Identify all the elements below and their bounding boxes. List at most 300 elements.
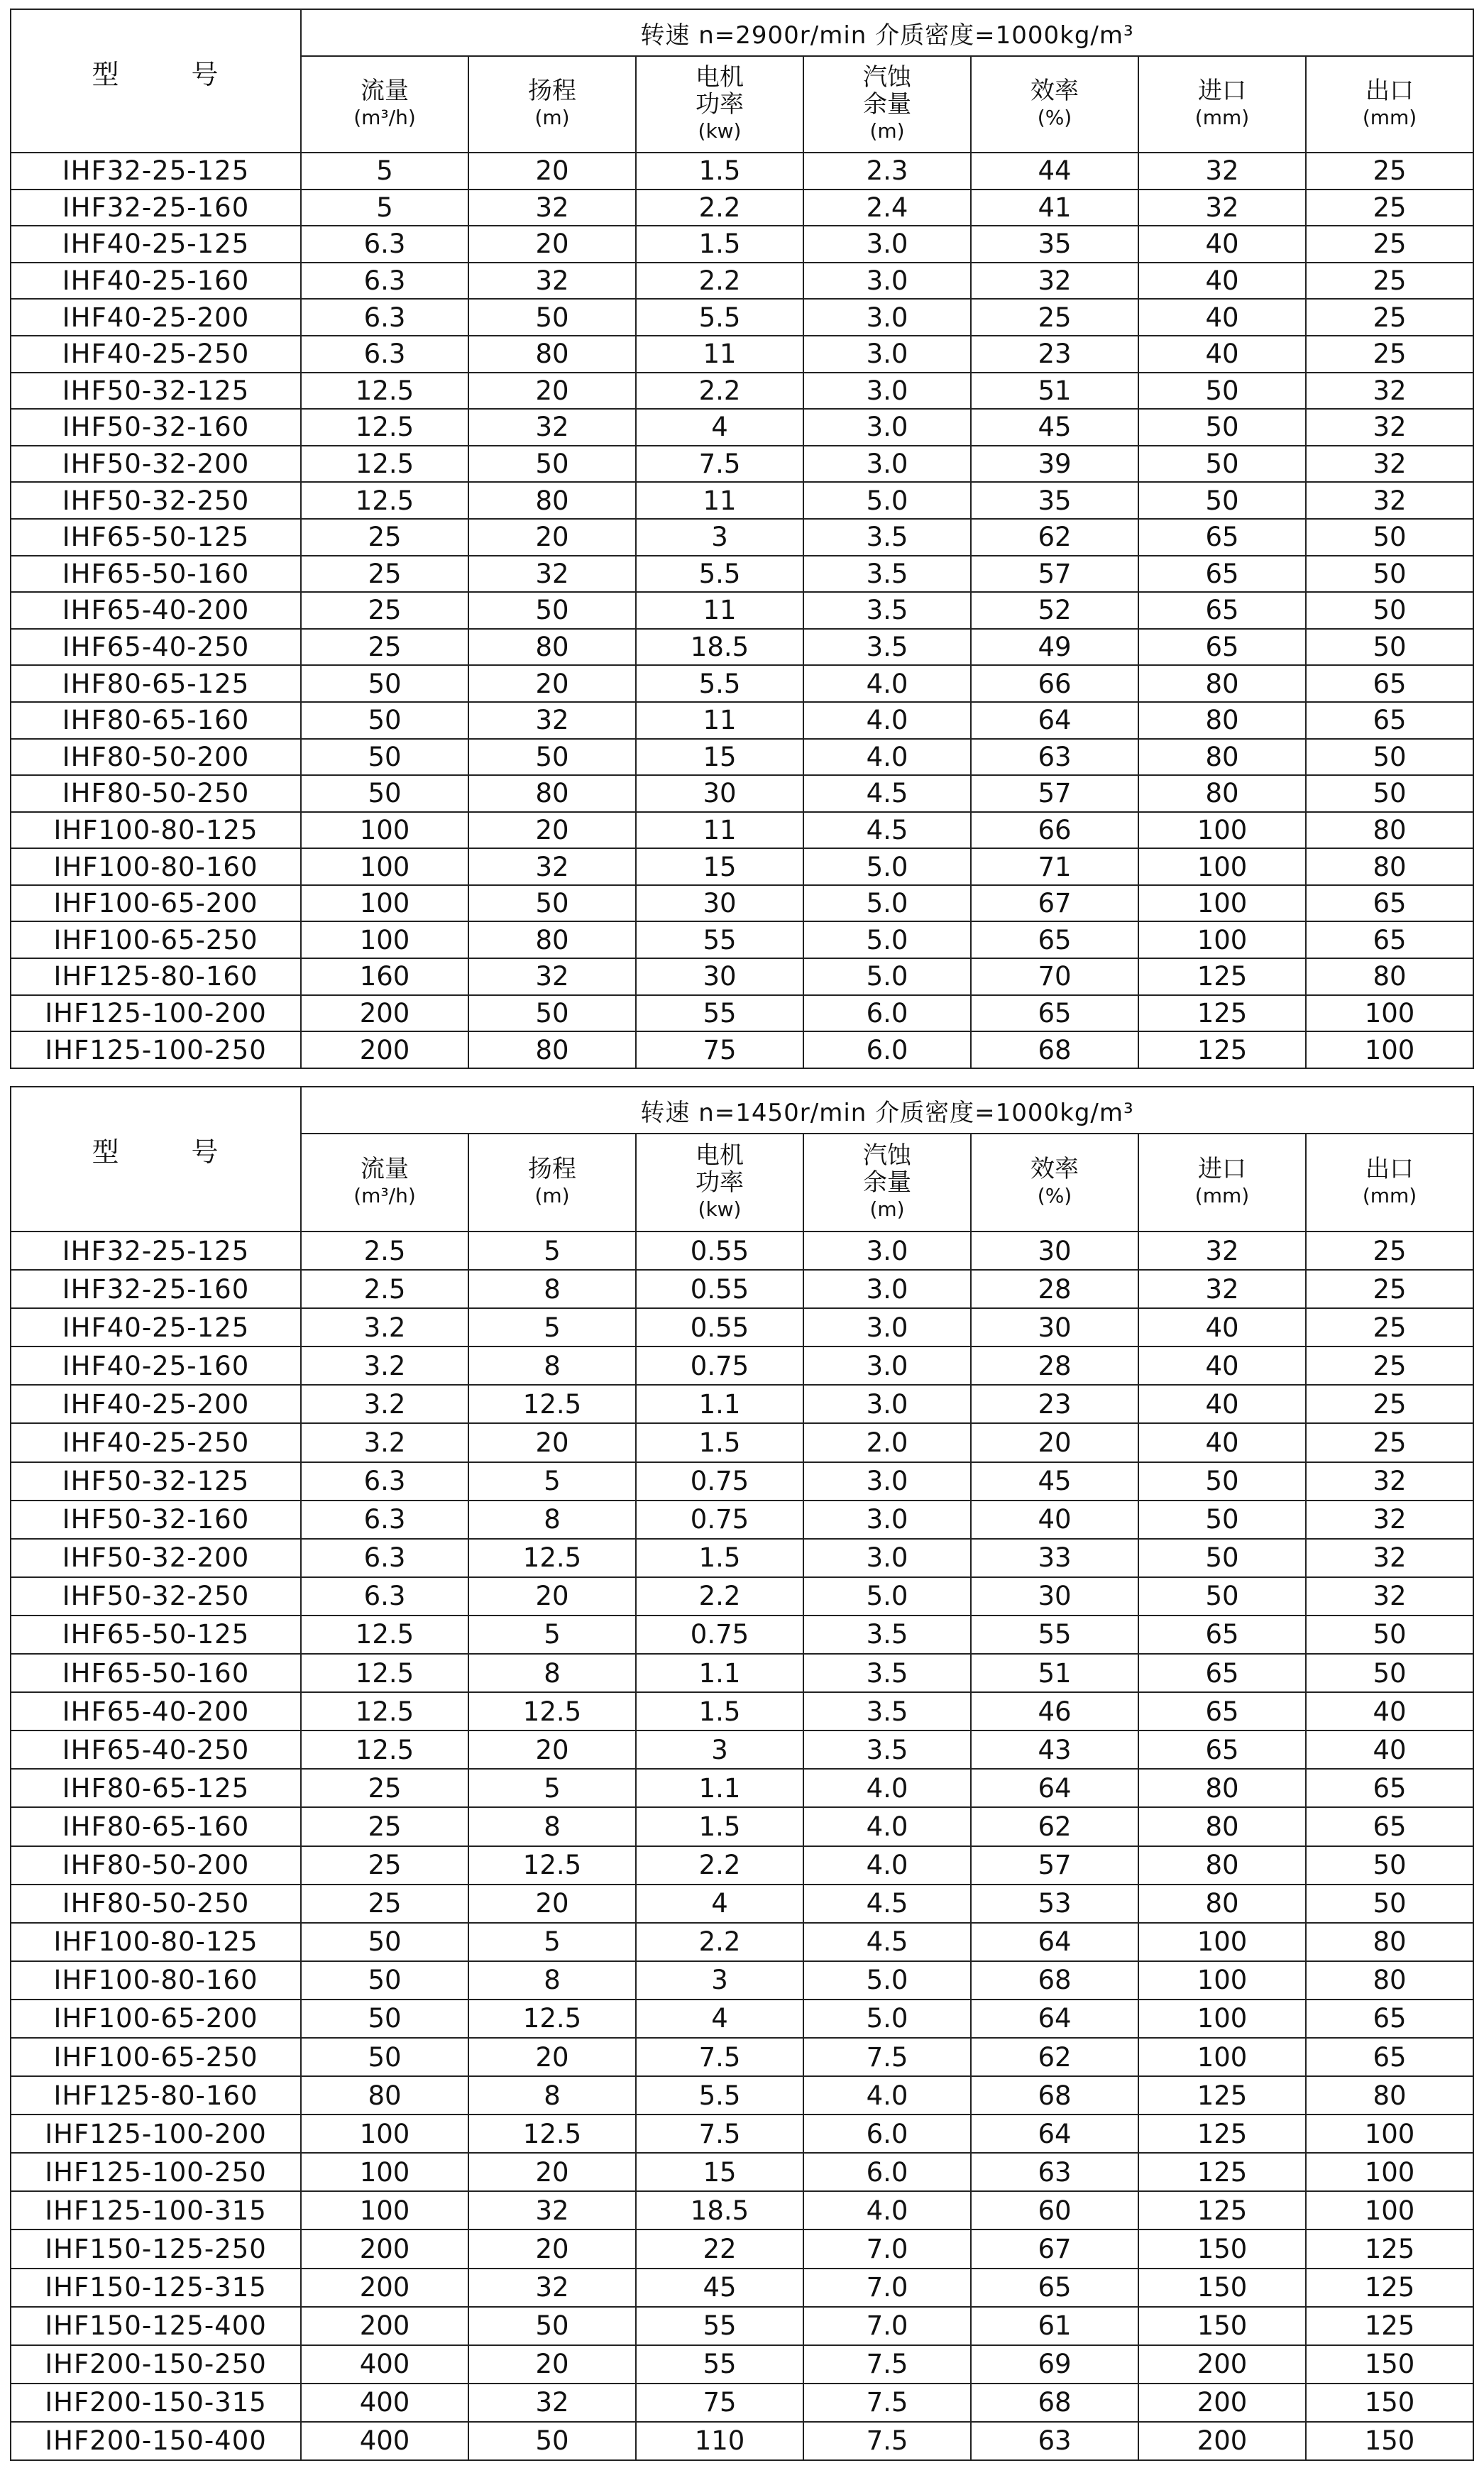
- value-cell-flow: 6.3: [301, 1539, 468, 1577]
- value-cell-flow: 25: [301, 556, 468, 593]
- value-cell-outlet: 125: [1306, 2307, 1473, 2345]
- value-cell-efficiency: 57: [971, 556, 1138, 593]
- value-cell-npsh: 7.0: [803, 2230, 971, 2268]
- value-cell-inlet: 65: [1138, 1731, 1306, 1769]
- value-cell-inlet: 100: [1138, 2038, 1306, 2076]
- param-header-inlet: [1138, 56, 1306, 153]
- value-cell-inlet: 32: [1138, 153, 1306, 190]
- value-cell-head: 20: [468, 812, 636, 849]
- value-cell-npsh: 3.5: [803, 592, 971, 629]
- table-row: [11, 373, 1473, 410]
- value-cell-motor-power: 2.2: [636, 1846, 803, 1885]
- param-header-motor-power: [636, 56, 803, 153]
- value-cell-head: 32: [468, 702, 636, 739]
- param-unit: (%): [1037, 106, 1072, 129]
- value-cell-npsh: 4.5: [803, 812, 971, 849]
- table-row: [11, 2230, 1473, 2268]
- value-cell-outlet: 100: [1306, 995, 1473, 1032]
- param-name: 流量: [361, 1155, 409, 1183]
- value-cell-motor-power: 75: [636, 2384, 803, 2422]
- value-cell-motor-power: 55: [636, 995, 803, 1032]
- value-cell-npsh: 7.5: [803, 2345, 971, 2384]
- value-cell-flow: 3.2: [301, 1423, 468, 1461]
- value-cell-npsh: 3.5: [803, 1616, 971, 1654]
- value-cell-efficiency: 51: [971, 373, 1138, 410]
- value-cell-inlet: 200: [1138, 2384, 1306, 2422]
- model-cell: IHF65-50-125: [11, 519, 301, 556]
- value-cell-head: 8: [468, 2076, 636, 2115]
- value-cell-efficiency: 64: [971, 1923, 1138, 1961]
- value-cell-npsh: 4.0: [803, 2076, 971, 2115]
- value-cell-head: 80: [468, 775, 636, 812]
- value-cell-inlet: 40: [1138, 263, 1306, 300]
- speed-header: 转速 n=1450r/min 介质密度=1000kg/m³: [301, 1087, 1473, 1134]
- value-cell-flow: 160: [301, 958, 468, 995]
- model-cell: IHF32-25-160: [11, 190, 301, 226]
- value-cell-npsh: 6.0: [803, 2153, 971, 2191]
- value-cell-outlet: 50: [1306, 775, 1473, 812]
- value-cell-flow: 25: [301, 592, 468, 629]
- value-cell-npsh: 3.0: [803, 1308, 971, 1347]
- value-cell-head: 32: [468, 556, 636, 593]
- value-cell-flow: 12.5: [301, 1731, 468, 1769]
- value-cell-motor-power: 4: [636, 1885, 803, 1923]
- value-cell-efficiency: 28: [971, 1270, 1138, 1308]
- table-row: [11, 2422, 1473, 2460]
- value-cell-flow: 12.5: [301, 1692, 468, 1731]
- value-cell-efficiency: 51: [971, 1654, 1138, 1692]
- model-cell: IHF50-32-160: [11, 409, 301, 446]
- value-cell-npsh: 3.0: [803, 446, 971, 483]
- value-cell-flow: 12.5: [301, 1616, 468, 1654]
- value-cell-outlet: 125: [1306, 2269, 1473, 2307]
- table-row: [11, 1385, 1473, 1423]
- param-name: 出口: [1365, 1155, 1414, 1183]
- value-cell-head: 80: [468, 629, 636, 666]
- value-cell-npsh: 7.0: [803, 2269, 971, 2307]
- value-cell-efficiency: 68: [971, 2384, 1138, 2422]
- param-header-efficiency: [971, 56, 1138, 153]
- table-body: [11, 153, 1473, 1068]
- value-cell-flow: 100: [301, 2115, 468, 2153]
- table-row: [11, 958, 1473, 995]
- value-cell-outlet: 32: [1306, 482, 1473, 519]
- value-cell-npsh: 3.0: [803, 226, 971, 263]
- value-cell-outlet: 50: [1306, 556, 1473, 593]
- value-cell-motor-power: 1.5: [636, 1692, 803, 1731]
- value-cell-npsh: 4.0: [803, 1769, 971, 1807]
- value-cell-outlet: 65: [1306, 1807, 1473, 1845]
- param-unit: (m): [534, 106, 570, 129]
- value-cell-npsh: 4.0: [803, 739, 971, 776]
- value-cell-inlet: 65: [1138, 629, 1306, 666]
- model-cell: IHF40-25-125: [11, 1308, 301, 1347]
- model-cell: IHF125-80-160: [11, 2076, 301, 2115]
- value-cell-inlet: 40: [1138, 1385, 1306, 1423]
- model-cell: IHF125-100-200: [11, 2115, 301, 2153]
- value-cell-motor-power: 1.1: [636, 1654, 803, 1692]
- value-cell-npsh: 3.0: [803, 409, 971, 446]
- value-cell-head: 20: [468, 153, 636, 190]
- value-cell-npsh: 5.0: [803, 921, 971, 958]
- value-cell-flow: 25: [301, 1807, 468, 1845]
- model-cell: IHF40-25-125: [11, 226, 301, 263]
- value-cell-efficiency: 60: [971, 2191, 1138, 2230]
- value-cell-outlet: 25: [1306, 1308, 1473, 1347]
- value-cell-inlet: 65: [1138, 1692, 1306, 1731]
- value-cell-flow: 12.5: [301, 409, 468, 446]
- value-cell-npsh: 2.0: [803, 1423, 971, 1461]
- spec-table-1450rpm: [10, 1086, 1474, 2461]
- value-cell-motor-power: 0.55: [636, 1270, 803, 1308]
- value-cell-motor-power: 3: [636, 1961, 803, 2000]
- value-cell-outlet: 100: [1306, 1031, 1473, 1068]
- value-cell-npsh: 6.0: [803, 995, 971, 1032]
- value-cell-inlet: 40: [1138, 1347, 1306, 1385]
- value-cell-head: 20: [468, 226, 636, 263]
- value-cell-outlet: 100: [1306, 2115, 1473, 2153]
- value-cell-efficiency: 30: [971, 1577, 1138, 1616]
- model-cell: IHF80-50-200: [11, 1846, 301, 1885]
- model-cell: IHF100-65-250: [11, 2038, 301, 2076]
- param-name: 效率: [1030, 1155, 1079, 1183]
- param-header-outlet: [1306, 56, 1473, 153]
- table-row: [11, 2384, 1473, 2422]
- value-cell-flow: 2.5: [301, 1270, 468, 1308]
- param-unit: (mm): [1362, 1184, 1417, 1207]
- model-header: 型 号: [11, 9, 301, 153]
- value-cell-flow: 50: [301, 2038, 468, 2076]
- table-row: [11, 2307, 1473, 2345]
- value-cell-outlet: 50: [1306, 519, 1473, 556]
- value-cell-outlet: 50: [1306, 739, 1473, 776]
- value-cell-outlet: 65: [1306, 1769, 1473, 1807]
- value-cell-npsh: 5.0: [803, 2000, 971, 2038]
- value-cell-inlet: 50: [1138, 446, 1306, 483]
- value-cell-motor-power: 2.2: [636, 1923, 803, 1961]
- table-row: [11, 592, 1473, 629]
- value-cell-inlet: 80: [1138, 739, 1306, 776]
- value-cell-efficiency: 25: [971, 299, 1138, 336]
- value-cell-head: 5: [468, 1462, 636, 1501]
- value-cell-efficiency: 63: [971, 2153, 1138, 2191]
- table-row: [11, 1807, 1473, 1845]
- value-cell-motor-power: 4: [636, 2000, 803, 2038]
- value-cell-head: 12.5: [468, 1846, 636, 1885]
- value-cell-inlet: 125: [1138, 2153, 1306, 2191]
- value-cell-motor-power: 0.75: [636, 1501, 803, 1539]
- param-header-flow: [301, 1134, 468, 1232]
- value-cell-motor-power: 4: [636, 409, 803, 446]
- value-cell-efficiency: 44: [971, 153, 1138, 190]
- value-cell-inlet: 80: [1138, 1846, 1306, 1885]
- table-row: [11, 1308, 1473, 1347]
- value-cell-motor-power: 0.55: [636, 1308, 803, 1347]
- value-cell-npsh: 5.0: [803, 1577, 971, 1616]
- value-cell-inlet: 32: [1138, 1232, 1306, 1270]
- value-cell-motor-power: 110: [636, 2422, 803, 2460]
- value-cell-flow: 12.5: [301, 446, 468, 483]
- value-cell-head: 32: [468, 190, 636, 226]
- value-cell-head: 5: [468, 1232, 636, 1270]
- value-cell-flow: 6.3: [301, 1501, 468, 1539]
- value-cell-flow: 6.3: [301, 299, 468, 336]
- model-cell: IHF50-32-125: [11, 373, 301, 410]
- value-cell-flow: 6.3: [301, 1577, 468, 1616]
- model-cell: IHF125-80-160: [11, 958, 301, 995]
- value-cell-inlet: 125: [1138, 2191, 1306, 2230]
- param-unit: (mm): [1194, 106, 1250, 129]
- model-cell: IHF125-100-200: [11, 995, 301, 1032]
- model-header: 型 号: [11, 1087, 301, 1232]
- value-cell-inlet: 50: [1138, 1539, 1306, 1577]
- model-cell: IHF100-80-125: [11, 1923, 301, 1961]
- value-cell-outlet: 80: [1306, 2076, 1473, 2115]
- value-cell-motor-power: 15: [636, 2153, 803, 2191]
- value-cell-head: 80: [468, 482, 636, 519]
- value-cell-outlet: 100: [1306, 2191, 1473, 2230]
- value-cell-flow: 50: [301, 665, 468, 702]
- value-cell-flow: 3.2: [301, 1308, 468, 1347]
- value-cell-flow: 2.5: [301, 1232, 468, 1270]
- value-cell-flow: 200: [301, 1031, 468, 1068]
- value-cell-flow: 5: [301, 190, 468, 226]
- model-cell: IHF50-32-125: [11, 1462, 301, 1501]
- value-cell-inlet: 100: [1138, 2000, 1306, 2038]
- value-cell-outlet: 40: [1306, 1731, 1473, 1769]
- model-cell: IHF40-25-160: [11, 1347, 301, 1385]
- value-cell-flow: 25: [301, 1846, 468, 1885]
- table-row: [11, 702, 1473, 739]
- model-cell: IHF150-125-315: [11, 2269, 301, 2307]
- value-cell-efficiency: 55: [971, 1616, 1138, 1654]
- value-cell-flow: 6.3: [301, 226, 468, 263]
- value-cell-outlet: 25: [1306, 336, 1473, 373]
- value-cell-flow: 25: [301, 1885, 468, 1923]
- value-cell-flow: 12.5: [301, 482, 468, 519]
- param-name: 扬程: [528, 1155, 576, 1183]
- value-cell-npsh: 3.5: [803, 1692, 971, 1731]
- value-cell-efficiency: 40: [971, 1501, 1138, 1539]
- table-row: [11, 848, 1473, 885]
- value-cell-npsh: 3.0: [803, 1232, 971, 1270]
- value-cell-outlet: 25: [1306, 190, 1473, 226]
- value-cell-flow: 50: [301, 1923, 468, 1961]
- param-name: 流量: [361, 77, 409, 105]
- value-cell-flow: 400: [301, 2345, 468, 2384]
- value-cell-efficiency: 41: [971, 190, 1138, 226]
- value-cell-flow: 100: [301, 2153, 468, 2191]
- value-cell-motor-power: 2.2: [636, 263, 803, 300]
- value-cell-head: 50: [468, 995, 636, 1032]
- value-cell-inlet: 100: [1138, 812, 1306, 849]
- value-cell-motor-power: 7.5: [636, 2115, 803, 2153]
- value-cell-outlet: 25: [1306, 153, 1473, 190]
- value-cell-outlet: 32: [1306, 446, 1473, 483]
- value-cell-outlet: 150: [1306, 2384, 1473, 2422]
- value-cell-motor-power: 22: [636, 2230, 803, 2268]
- value-cell-npsh: 3.0: [803, 1501, 971, 1539]
- value-cell-efficiency: 45: [971, 409, 1138, 446]
- value-cell-flow: 100: [301, 812, 468, 849]
- table-row: [11, 2191, 1473, 2230]
- model-cell: IHF65-50-160: [11, 1654, 301, 1692]
- value-cell-flow: 200: [301, 995, 468, 1032]
- value-cell-outlet: 50: [1306, 1846, 1473, 1885]
- table-row: [11, 482, 1473, 519]
- value-cell-npsh: 7.5: [803, 2384, 971, 2422]
- model-cell: IHF32-25-125: [11, 1232, 301, 1270]
- value-cell-inlet: 50: [1138, 1501, 1306, 1539]
- param-unit: (mm): [1362, 106, 1417, 129]
- table-row: [11, 1923, 1473, 1961]
- table-row: [11, 1961, 1473, 2000]
- table-row: [11, 263, 1473, 300]
- model-cell: IHF32-25-125: [11, 153, 301, 190]
- value-cell-flow: 50: [301, 739, 468, 776]
- table-row: [11, 446, 1473, 483]
- value-cell-npsh: 3.5: [803, 519, 971, 556]
- value-cell-head: 8: [468, 1807, 636, 1845]
- table-row: [11, 1616, 1473, 1654]
- model-cell: IHF40-25-250: [11, 336, 301, 373]
- value-cell-outlet: 25: [1306, 299, 1473, 336]
- value-cell-motor-power: 3: [636, 519, 803, 556]
- value-cell-motor-power: 55: [636, 2345, 803, 2384]
- param-name: 进口: [1198, 1155, 1246, 1183]
- value-cell-inlet: 100: [1138, 921, 1306, 958]
- value-cell-npsh: 4.0: [803, 1846, 971, 1885]
- value-cell-outlet: 25: [1306, 1232, 1473, 1270]
- value-cell-flow: 5: [301, 153, 468, 190]
- param-header-inlet: [1138, 1134, 1306, 1232]
- model-cell: IHF80-50-250: [11, 775, 301, 812]
- param-name: 电机: [696, 63, 744, 92]
- value-cell-inlet: 32: [1138, 190, 1306, 226]
- value-cell-outlet: 32: [1306, 1539, 1473, 1577]
- table-row: [11, 556, 1473, 593]
- value-cell-inlet: 65: [1138, 556, 1306, 593]
- model-cell: IHF125-100-250: [11, 2153, 301, 2191]
- value-cell-outlet: 50: [1306, 1885, 1473, 1923]
- value-cell-flow: 25: [301, 629, 468, 666]
- value-cell-inlet: 100: [1138, 1961, 1306, 2000]
- value-cell-inlet: 50: [1138, 1462, 1306, 1501]
- param-name: 汽蚀: [863, 1141, 911, 1170]
- value-cell-efficiency: 52: [971, 592, 1138, 629]
- table-row: [11, 921, 1473, 958]
- value-cell-efficiency: 65: [971, 2269, 1138, 2307]
- model-cell: IHF50-32-200: [11, 1539, 301, 1577]
- value-cell-inlet: 40: [1138, 1423, 1306, 1461]
- value-cell-motor-power: 7.5: [636, 2038, 803, 2076]
- value-cell-head: 5: [468, 1616, 636, 1654]
- value-cell-efficiency: 66: [971, 812, 1138, 849]
- value-cell-flow: 3.2: [301, 1347, 468, 1385]
- model-cell: IHF40-25-160: [11, 263, 301, 300]
- value-cell-npsh: 2.4: [803, 190, 971, 226]
- model-cell: IHF80-65-125: [11, 1769, 301, 1807]
- value-cell-npsh: 6.0: [803, 2115, 971, 2153]
- value-cell-inlet: 65: [1138, 1654, 1306, 1692]
- model-cell: IHF50-32-250: [11, 482, 301, 519]
- value-cell-inlet: 50: [1138, 1577, 1306, 1616]
- value-cell-head: 50: [468, 299, 636, 336]
- value-cell-flow: 100: [301, 921, 468, 958]
- value-cell-head: 32: [468, 2269, 636, 2307]
- value-cell-head: 8: [468, 1654, 636, 1692]
- value-cell-motor-power: 7.5: [636, 446, 803, 483]
- value-cell-motor-power: 55: [636, 921, 803, 958]
- table-row: [11, 1577, 1473, 1616]
- model-cell: IHF150-125-250: [11, 2230, 301, 2268]
- value-cell-npsh: 4.0: [803, 665, 971, 702]
- value-cell-flow: 6.3: [301, 1462, 468, 1501]
- value-cell-efficiency: 67: [971, 885, 1138, 922]
- value-cell-npsh: 4.0: [803, 1807, 971, 1845]
- value-cell-outlet: 125: [1306, 2230, 1473, 2268]
- value-cell-head: 50: [468, 2307, 636, 2345]
- value-cell-motor-power: 15: [636, 848, 803, 885]
- value-cell-inlet: 150: [1138, 2307, 1306, 2345]
- value-cell-head: 20: [468, 665, 636, 702]
- table-row: [11, 1769, 1473, 1807]
- value-cell-motor-power: 5.5: [636, 665, 803, 702]
- value-cell-npsh: 4.0: [803, 702, 971, 739]
- value-cell-inlet: 150: [1138, 2269, 1306, 2307]
- value-cell-outlet: 65: [1306, 885, 1473, 922]
- value-cell-efficiency: 68: [971, 1961, 1138, 2000]
- model-cell: IHF100-65-250: [11, 921, 301, 958]
- value-cell-efficiency: 64: [971, 702, 1138, 739]
- value-cell-motor-power: 3: [636, 1731, 803, 1769]
- model-cell: IHF125-100-315: [11, 2191, 301, 2230]
- value-cell-head: 32: [468, 2191, 636, 2230]
- model-cell: IHF65-40-250: [11, 629, 301, 666]
- table-row: [11, 1846, 1473, 1885]
- table-row: [11, 2000, 1473, 2038]
- value-cell-efficiency: 64: [971, 1769, 1138, 1807]
- table-row: [11, 1501, 1473, 1539]
- value-cell-inlet: 125: [1138, 2115, 1306, 2153]
- value-cell-efficiency: 23: [971, 1385, 1138, 1423]
- value-cell-inlet: 100: [1138, 885, 1306, 922]
- value-cell-npsh: 3.0: [803, 1270, 971, 1308]
- value-cell-inlet: 80: [1138, 1769, 1306, 1807]
- table-row: [11, 995, 1473, 1032]
- model-cell: IHF65-50-160: [11, 556, 301, 593]
- value-cell-head: 32: [468, 958, 636, 995]
- value-cell-npsh: 5.0: [803, 958, 971, 995]
- value-cell-flow: 200: [301, 2307, 468, 2345]
- table-row: [11, 190, 1473, 226]
- value-cell-npsh: 3.5: [803, 1654, 971, 1692]
- value-cell-flow: 100: [301, 885, 468, 922]
- value-cell-outlet: 150: [1306, 2422, 1473, 2460]
- param-unit: (m): [869, 1197, 905, 1221]
- param-header-flow: [301, 56, 468, 153]
- value-cell-head: 12.5: [468, 1385, 636, 1423]
- table-row: [11, 1232, 1473, 1270]
- table-row: [11, 1462, 1473, 1501]
- model-cell: IHF100-80-125: [11, 812, 301, 849]
- value-cell-inlet: 80: [1138, 1885, 1306, 1923]
- value-cell-efficiency: 61: [971, 2307, 1138, 2345]
- value-cell-efficiency: 39: [971, 446, 1138, 483]
- table-row: [11, 1654, 1473, 1692]
- value-cell-inlet: 100: [1138, 848, 1306, 885]
- table-row: [11, 2115, 1473, 2153]
